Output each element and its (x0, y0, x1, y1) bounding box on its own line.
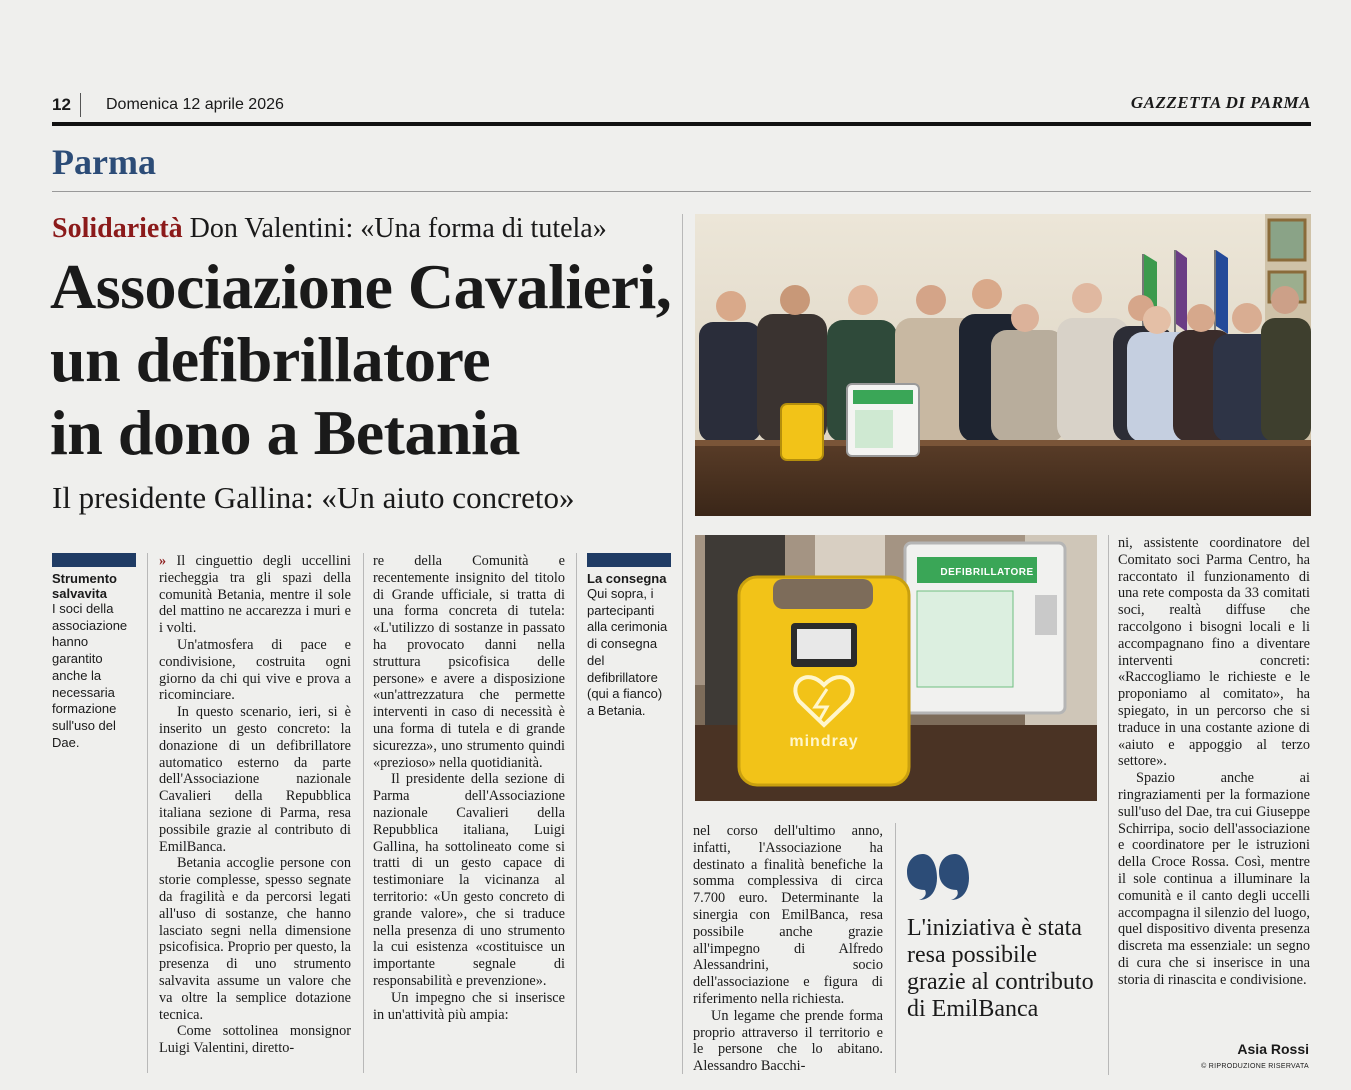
newspaper-name: GAZZETTA DI PARMA (1130, 93, 1311, 112)
paragraph: re della Comunità e recentemente insignito del titolo di Grande ufficiale, si tratta di una forma concreta di tutela: «L'utilizzo di sostanze in passato ha provocato danni nella struttura psicofisica delle persone» e avere a disposizione «un'attrezzatura che permette interventi in caso di necessità è una forma di tutela e di grande sicurezza», uno strumento quindi «prezioso» nella quotidianità. (373, 553, 565, 771)
sidebar-right-bar (587, 553, 671, 567)
column-rule (895, 823, 896, 1073)
header-rule (52, 122, 1311, 126)
author-byline: Asia Rossi (1237, 1041, 1309, 1057)
group-photo-illustration (695, 214, 1311, 516)
headline (50, 250, 690, 469)
paragraph: Un legame che prende forma proprio attraverso il territorio e le persone che lo abitano. Alessandro Bacchi- (693, 1007, 883, 1075)
sidebar-right-text: Qui sopra, i partecipanti alla cerimonia di consegna del defibrillatore (qui a fianco) a Betania. (587, 586, 668, 718)
sidebar-left (52, 571, 136, 751)
quote-icon (907, 852, 969, 907)
headline-line-3: in dono a Betania (50, 397, 520, 468)
headline-line-1: Associazione Cavalieri, (50, 251, 672, 322)
paragraph: Il presidente della sezione di Parma dell'Associazione nazionale Cavalieri della Repubblica italiana, Luigi Gallina, ha sottolineato come si tratti di un gesto capace di testimoniare la vicinanza al territorio: «Un gesto concreto di grande valore», che si traduce nella presenza di uno strumento la cui esistenza «costituisce un importante segnale di responsabilità e prevenzione». (373, 771, 565, 989)
column-rule (147, 553, 148, 1073)
paragraph: Un impegno che si inserisce in un'attività più ampia: (373, 989, 565, 1023)
kicker-keyword: Solidarietà (52, 213, 183, 244)
paragraph: ni, assistente coordinatore del Comitato soci Parma Centro, ha raccontato il funzionamento di una rete composta da 33 comitati soci, realtà diffuse che raccolgono i bisogni locali e li accompagnano fino a diventare interventi concreti: «Raccogliamo le richieste e le proponiamo al comitato», ha spiegato, in un percorso che si traduce in una costante azione di «aiuto e appoggio al terzo settore». (1118, 535, 1310, 770)
subtitle: Il presidente Gallina: «Un aiuto concreto» (52, 480, 575, 515)
sidebar-left-text: I soci della associazione hanno garantito anche la necessaria formazione sull'uso del Dae. (52, 601, 128, 750)
headline-line-2: un defibrillatore (50, 324, 491, 395)
kicker-text: Don Valentini: «Una forma di tutela» (189, 213, 607, 244)
header-date: Domenica 12 aprile 2026 (106, 96, 284, 113)
sidebar-left-title: Strumento salvavita (52, 571, 117, 601)
article-column-2 (373, 553, 565, 1023)
paragraph (159, 553, 351, 637)
paragraph: In questo scenario, ieri, si è inserito un gesto concreto: la donazione di un defibrillatore automatico esterno da parte dell'Associazione nazionale Cavalieri della Repubblica italiana sezione di Parma, resa possibile grazie al contributo di EmilBanca. (159, 704, 351, 855)
paragraph: Spazio anche ai ringraziamenti per la formazione sull'uso del Dae, tra cui Giuseppe Schirripa, socio dell'associazione e coordinatore per le istruzioni della Croce Rossa. Così, mentre il sole continua a illuminare la comunità e il canto degli uccelli accompagna il silenzio del luogo, quel dispositivo diventa presenza discreta ma essenziale: un segno di cura che si inserisce in una storia di rinascita e condivisione. (1118, 770, 1310, 988)
paragraph-text: Il cinguettio degli uccellini riecheggia tra gli spazi della comunità Betania, mentre il sole del mattino ne accarezza i muri e i volti. (159, 553, 351, 637)
column-rule (363, 553, 364, 1073)
column-rule (576, 553, 577, 1073)
sidebar-right-title: La consegna (587, 571, 667, 586)
pull-quote: L'iniziativa è stata resa possibile grazie al contributo di EmilBanca (907, 915, 1094, 1022)
section-rule (52, 191, 1311, 192)
paragraph: nel corso dell'ultimo anno, infatti, l'Associazione ha destinato a finalità benefiche la somma complessiva di circa 7.700 euro. Determinante la sinergia con EmilBanca, resa possibile anche grazie all'impegno di Alfredo Alessandrini, socio dell'associazione e figura di riferimento nella richiesta. (693, 823, 883, 1007)
section-title: Parma (52, 142, 156, 182)
column-rule (682, 214, 683, 1074)
header-separator (80, 93, 81, 117)
sidebar-right (587, 571, 671, 720)
defibrillator-photo (695, 535, 1097, 801)
defibrillator-brand: mindray (789, 733, 859, 750)
page-number: 12 (52, 95, 71, 114)
article-column-4 (1118, 535, 1310, 989)
copyright-notice: © RIPRODUZIONE RISERVATA (1201, 1063, 1309, 1070)
article-column-3 (693, 823, 883, 1075)
column-rule (1108, 535, 1109, 1075)
paragraph: Un'atmosfera di pace e condivisione, costruita ogni giorno da chi qui vive e prova a ricominciare. (159, 636, 351, 704)
defibrillator-box-label: DEFIBRILLATORE (940, 567, 1034, 578)
raquo-icon: » (159, 553, 167, 569)
sidebar-left-bar (52, 553, 136, 567)
paragraph: Come sottolinea monsignor Luigi Valentini, diretto- (159, 1023, 351, 1057)
article-column-1 (159, 553, 351, 1057)
group-photo (695, 214, 1311, 516)
kicker (52, 213, 607, 245)
paragraph: Betania accoglie persone con storie complesse, spesso segnate da fragilità e da percorsi legati all'uso di sostanze, che hanno lasciato segni nella dimensione psicofisica. Proprio per questo, la presenza di uno strumento salvavita assume un valore che va oltre la semplice dotazione tecnica. (159, 855, 351, 1023)
